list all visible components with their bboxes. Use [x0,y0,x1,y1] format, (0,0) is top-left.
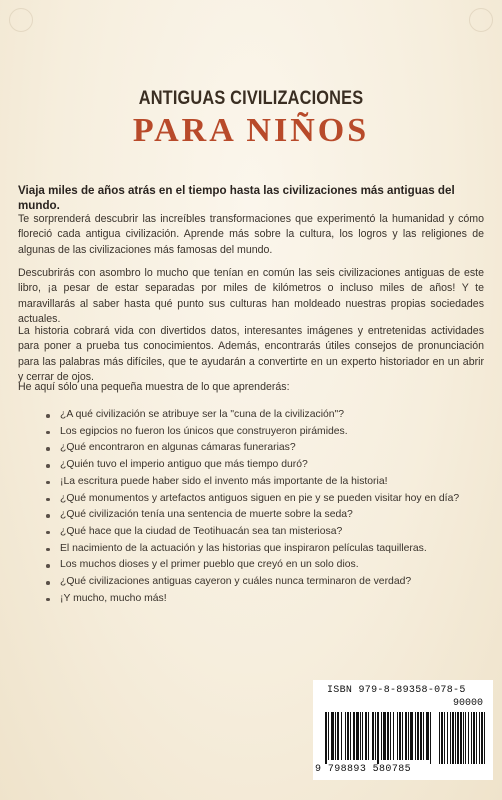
isbn-barcode-box [313,680,493,780]
isbn-label: ISBN 979-8-89358-078-5 [327,685,466,696]
book-title-main: ANTIGUAS CIVILIZACIONES [138,88,364,109]
paragraph-2: Descubrirás con asombro lo mucho que tenían en común las seis civilizaciones antiguas de este libro, ¡a pesar de estar separadas por miles de kilómetros o incluso miles de años! Y te maravillarás al saber hasta qué punto sus culturas han moldeado nuestras propias sociedades actuales. [18,267,484,326]
bullet-dot-icon [46,598,50,602]
ean-right-digits: 580785 [372,764,412,775]
list-item: El nacimiento de la actuación y las historias que inspiraron películas taquilleras. [46,541,486,558]
list-item: ¿Qué monumentos y artefactos antiguos siguen en pie y se pueden visitar hoy en día? [46,491,486,508]
ean-left-digits: 798893 [327,764,367,775]
list-item: ¡La escritura puede haber sido el invento más importante de la historia! [46,474,486,491]
bullet-dot-icon [46,414,50,418]
paragraph-1: Te sorprenderá descubrir las increíbles transformaciones que experimentó la humanidad y cómo floreció cada antigua civilización. Aprende más sobre la cultura, los logros y las religiones de algunas de las civilizaciones más famosas del mundo. [18,213,484,256]
bullet-dot-icon [46,481,50,485]
bullet-dot-icon [46,464,50,468]
lead-sentence: Viaja miles de años atrás en el tiempo hasta las civilizaciones más antiguas del mundo. [18,184,455,212]
list-item: Los muchos dioses y el primer pueblo que creyó en un solo dios. [46,557,486,574]
list-item: Los egipcios no fueron los únicos que construyeron pirámides. [46,424,486,441]
list-item: ¿Qué civilización tenía una sentencia de muerte sobre la seda? [46,507,486,524]
bullet-list [46,407,486,607]
paragraph-4: He aquí sólo una pequeña muestra de lo que aprenderás: [18,381,290,393]
list-item: ¿Qué hace que la ciudad de Teotihuacán sea tan misteriosa? [46,524,486,541]
bullet-dot-icon [46,447,50,451]
list-item: ¿Quién tuvo el imperio antiguo que más tiempo duró? [46,457,486,474]
list-item: ¡Y mucho, mucho más! [46,591,486,608]
list-item: ¿Qué civilizaciones antiguas cayeron y cuáles nunca terminaron de verdad? [46,574,486,591]
bullet-dot-icon [46,431,50,435]
bullet-dot-icon [46,531,50,535]
list-item: ¿Qué encontraron en algunas cámaras funerarias? [46,440,486,457]
corner-ornament-left [9,8,33,32]
bullet-dot-icon [46,498,50,502]
paragraph-3: La historia cobrará vida con divertidos datos, interesantes imágenes y entretenidas actividades para poner a prueba tus conocimientos. Además, encontrarás útiles consejos de pronunciación para las palabras más difíciles, que te ayudarán a convertirte en un experto historiador en un abrir y cerrar de ojos. [18,325,484,384]
book-title-sub: PARA NIÑOS [132,112,370,149]
bullet-dot-icon [46,581,50,585]
bullet-dot-icon [46,548,50,552]
bullet-dot-icon [46,564,50,568]
corner-ornament-right [469,8,493,32]
ean-first-digit: 9 [315,764,322,775]
price-code: 90000 [452,698,483,709]
list-item: ¿A qué civilización se atribuye ser la "cuna de la civilización"? [46,407,486,424]
ean-digits [315,764,411,775]
bullet-dot-icon [46,514,50,518]
